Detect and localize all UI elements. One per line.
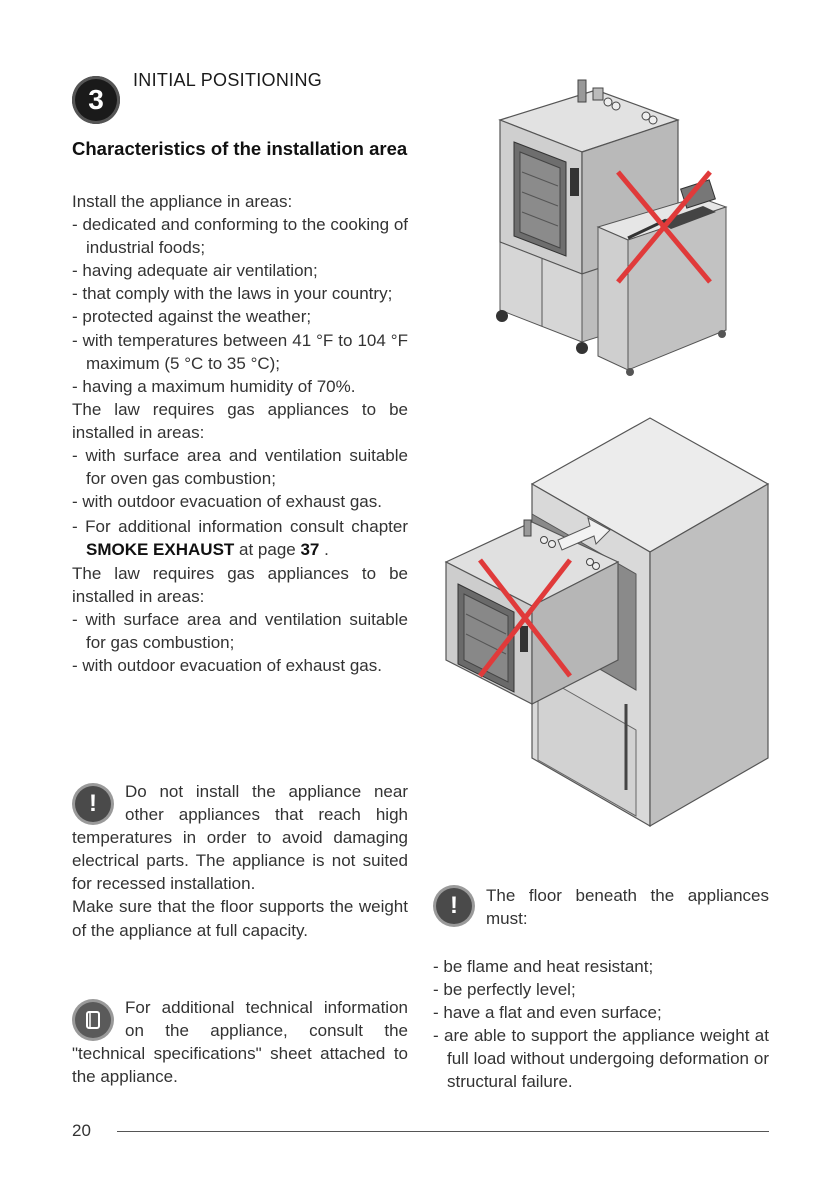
- manual-book-icon: [75, 1002, 111, 1038]
- list-item: - with outdoor evacuation of exhaust gas.: [72, 655, 382, 675]
- list-item: - having a maximum humidity of 70%.: [72, 376, 356, 396]
- list-item: - have a flat and even surface;: [433, 1003, 662, 1023]
- list-item: - be perfectly level;: [433, 980, 576, 1000]
- control-panel: [570, 168, 579, 196]
- list-item: - be flame and heat resistant;: [433, 957, 654, 976]
- chapter-reference: [72, 515, 408, 561]
- chimney-pipe: [578, 80, 586, 102]
- page-number: 20: [72, 1121, 91, 1140]
- illustration-recessed-installation: [440, 414, 770, 834]
- subsection-title: Characteristics of the installation area: [72, 138, 408, 159]
- exclamation-icon: !: [75, 786, 111, 822]
- reference-prefix: - For additional information consult chapter: [72, 517, 408, 537]
- reference-chapter-link[interactable]: SMOKE EXHAUST: [86, 540, 235, 560]
- list-item: - with temperatures between 41 °F to 104 °F maximum (5 °C to 35 °C);: [72, 330, 408, 373]
- info-text: For additional technical information on the appliance, consult the "technical specifications" sheet attached to the appliance.: [72, 998, 408, 1087]
- info-note: [72, 996, 408, 1088]
- list-item: - protected against the weather;: [72, 307, 312, 327]
- reference-suffix: .: [319, 540, 329, 560]
- left-column-text: [72, 190, 408, 677]
- step-number-badge: 3: [72, 76, 120, 124]
- reference-page-link[interactable]: 37: [300, 540, 320, 560]
- reference-mid: at page: [234, 540, 301, 560]
- book-glyph: [84, 1010, 102, 1030]
- list-item: - with outdoor evacuation of exhaust gas.: [72, 492, 382, 512]
- section-title: INITIAL POSITIONING: [133, 70, 323, 90]
- warning-note: [72, 780, 408, 942]
- law-intro-text: The law requires gas appliances to be installed in areas:: [72, 563, 408, 606]
- floor-requirements-list: [433, 955, 769, 1094]
- list-item: - are able to support the appliance weight at full load without undergoing deformation or structural failure.: [433, 1026, 769, 1092]
- list-item: - that comply with the laws in your country;: [72, 284, 393, 304]
- chimney-pipe: [593, 88, 603, 100]
- list-item: - with surface area and ventilation suitable for gas combustion;: [72, 609, 408, 652]
- warning-text: Do not install the appliance near other appliances that reach high temperatures in order to avoid damaging electrical parts. The appliance is not suited for recessed installation.: [72, 782, 408, 894]
- floor-warning-note: [433, 884, 769, 930]
- fryer-front: [598, 227, 628, 370]
- list-item: - having adequate air ventilation;: [72, 261, 318, 281]
- intro-text: Install the appliance in areas:: [72, 192, 293, 211]
- list-item: - with surface area and ventilation suitable for oven gas combustion;: [72, 446, 408, 489]
- exclamation-icon: !: [436, 888, 472, 924]
- floor-support-text: Make sure that the floor supports the weight of the appliance at full capacity.: [72, 897, 408, 940]
- floor-warning-text: The floor beneath the appliances must:: [486, 886, 769, 929]
- footer-divider: [117, 1131, 769, 1132]
- control-panel: [520, 626, 528, 652]
- illustration-oven-near-fryer: [478, 72, 748, 382]
- list-item: - dedicated and conforming to the cooking of industrial foods;: [72, 215, 408, 258]
- law-intro-text: The law requires gas appliances to be installed in areas:: [72, 399, 408, 442]
